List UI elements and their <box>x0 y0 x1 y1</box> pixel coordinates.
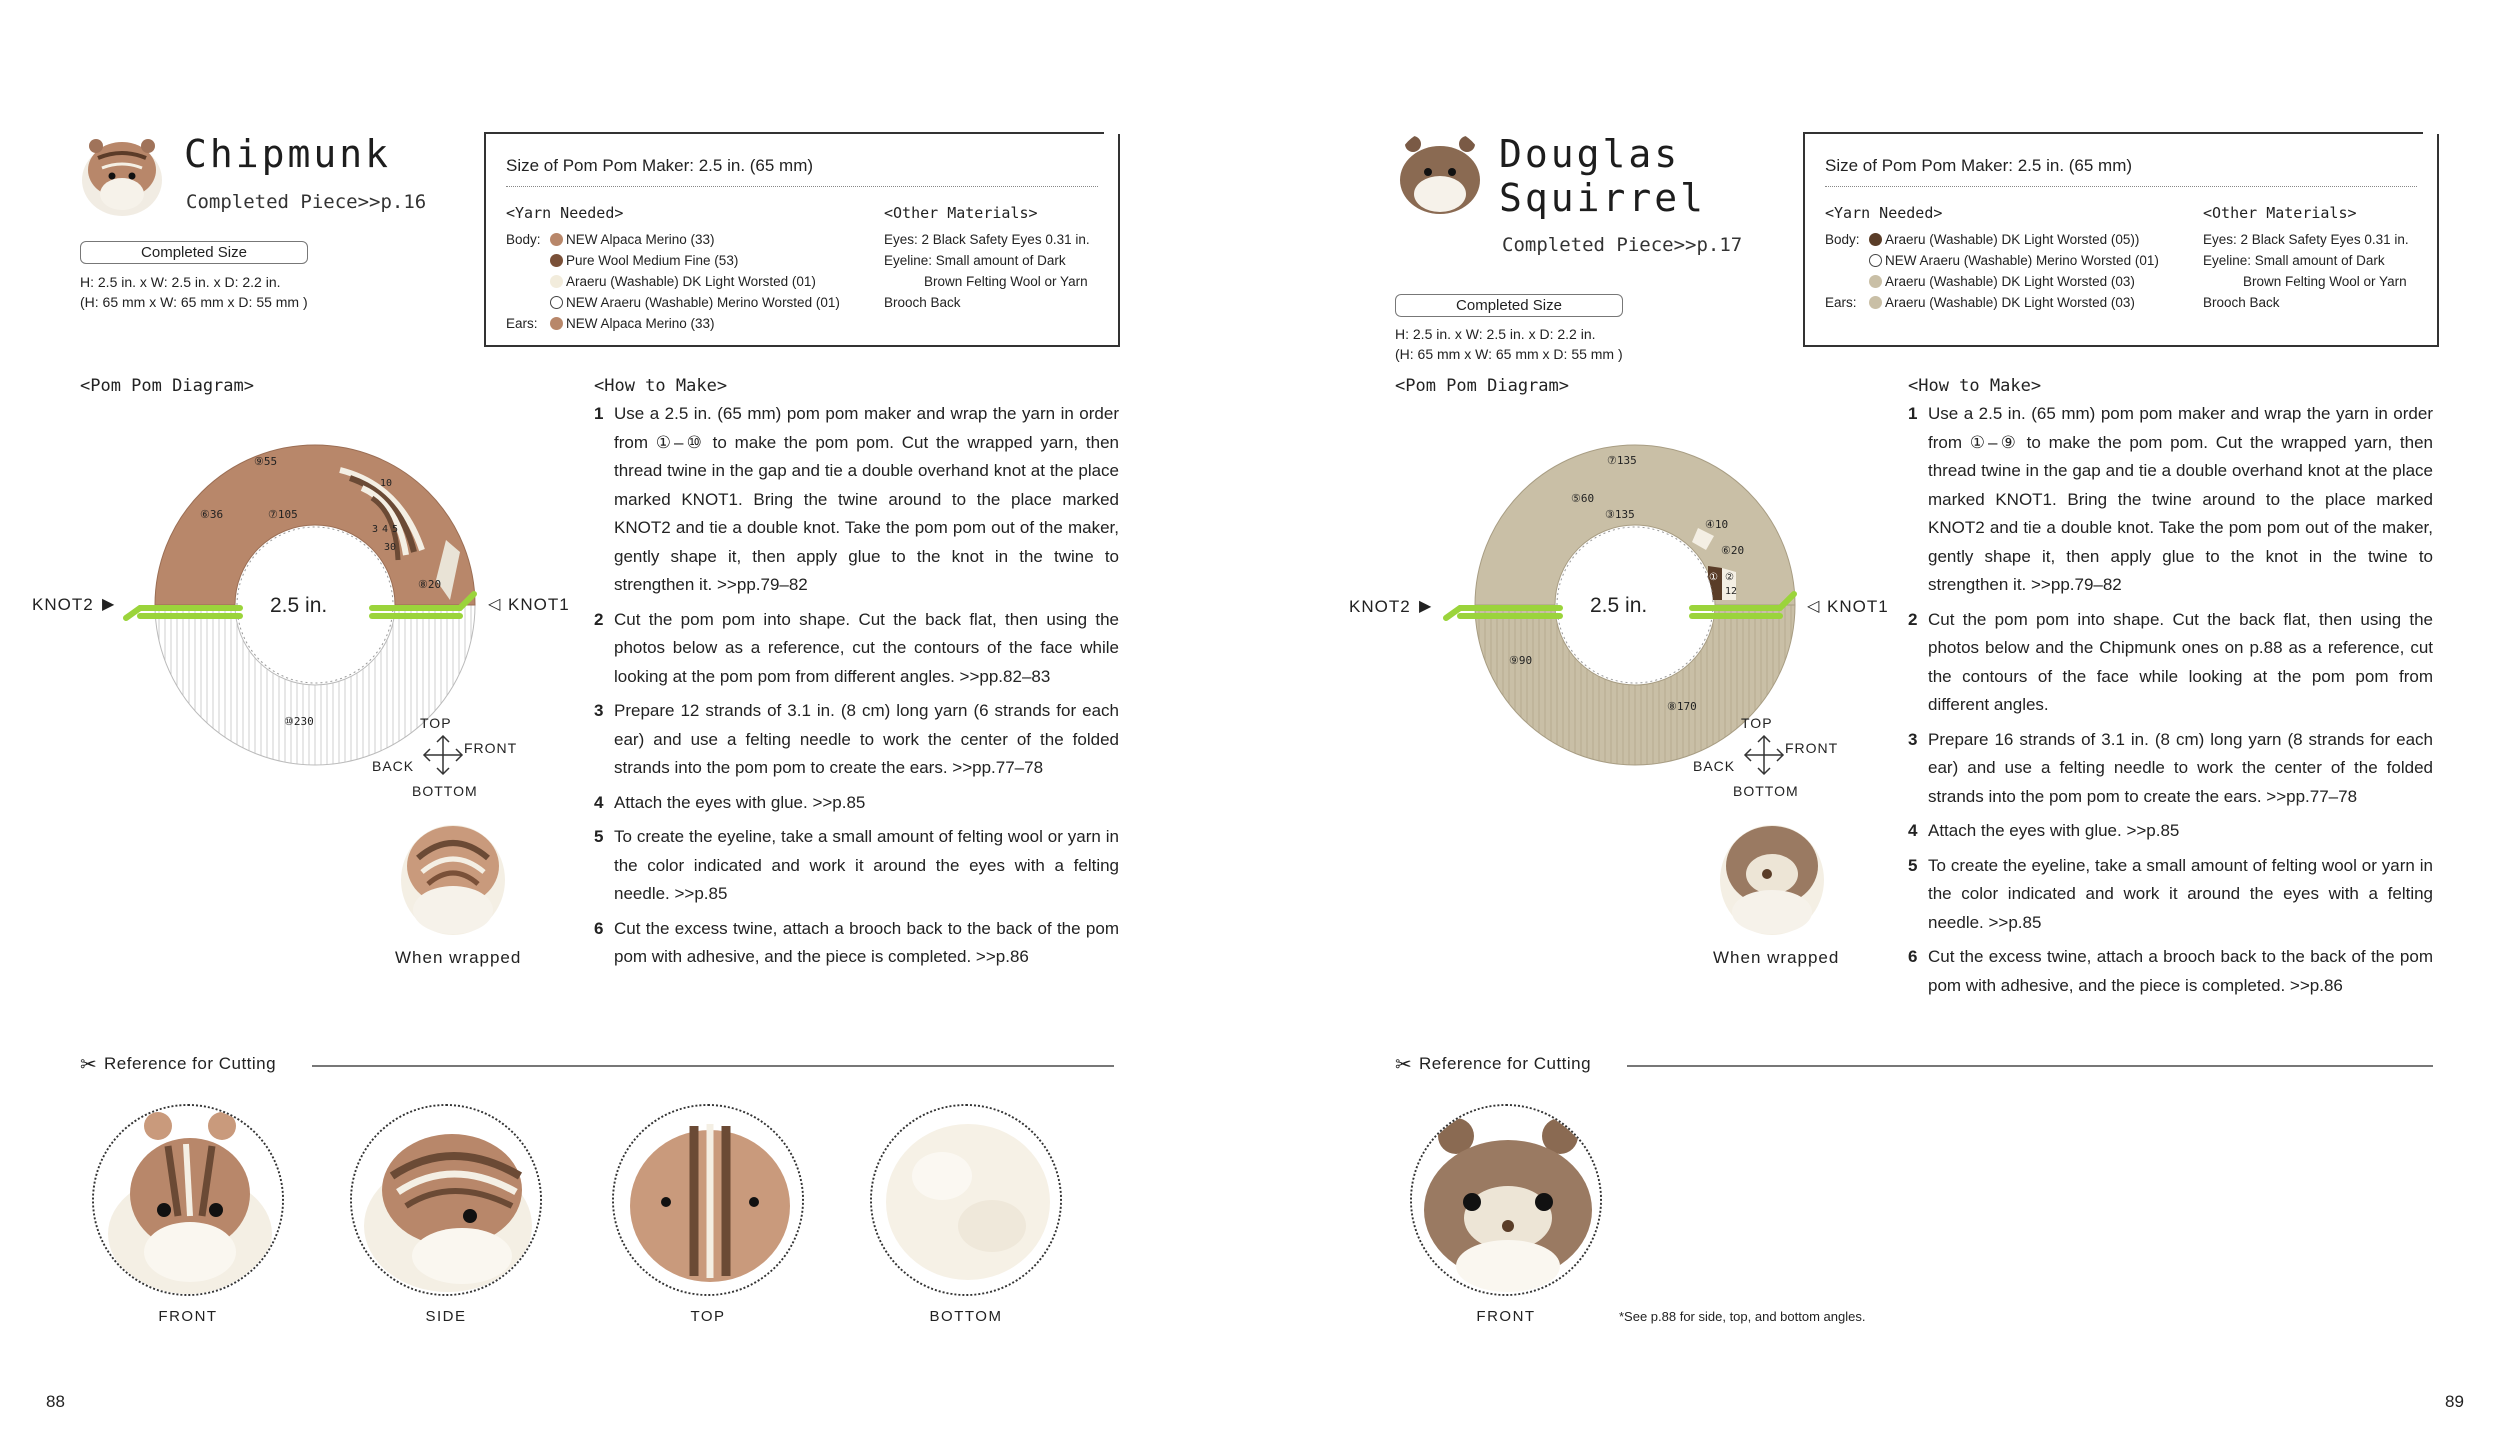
step-item: 1 Use a 2.5 in. (65 mm) pom pom maker and wrap the yarn in order from ①–⑨ to make the pom pom. Cut the wrapped yarn, then thread twine in the gap and tie a double overhand knot at the place marked KNOT1. Bring the twine around to the place marked KNOT2 and tie a double knot. Take the pom pom out of the maker, gently shape it, then apply glue to the knot in the twine to strengthen it. >>pp.79–82 <box>1908 404 2433 594</box>
divider <box>506 186 1098 187</box>
step-item: 6 Cut the excess twine, attach a brooch back to the back of the pom pom with adhesive, and the piece is completed. >>p.86 <box>594 918 1119 966</box>
squirrel-thumbnail-icon <box>1395 128 1485 218</box>
yarn-item: Ears: NEW Alpaca Merino (33) <box>506 316 715 331</box>
page-number: 89 <box>2445 1392 2464 1411</box>
segment-label: ⑩230 <box>284 715 314 728</box>
yarn-color-swatch <box>550 254 563 267</box>
other-material: Brown Felting Wool or Yarn <box>2243 274 2407 289</box>
segment-label: ⑤60 <box>1571 492 1595 505</box>
direction-compass-icon <box>1739 730 1789 780</box>
photo-front <box>92 1104 284 1296</box>
segment-label: ⑥36 <box>200 508 224 521</box>
scissors-icon: ✂ <box>1395 1054 1412 1076</box>
segment-label: ⑨90 <box>1509 654 1533 667</box>
chipmunk-thumbnail-icon <box>76 128 168 220</box>
other-material: Eyes: 2 Black Safety Eyes 0.31 in. <box>884 232 1090 247</box>
yarn-needed-heading: <Yarn Needed> <box>1825 204 1943 222</box>
segment-label: ④10 <box>1705 518 1729 531</box>
yarn-color-swatch <box>1869 275 1882 288</box>
direction-bottom: BOTTOM <box>412 783 478 799</box>
segment-label: 10 <box>380 478 393 489</box>
center-size-label: 2.5 in. <box>1590 594 1648 617</box>
step-item: 5 To create the eyeline, take a small amount of felting wool or yarn in the color indicated and work it around the eyes with a felting needle. >>p.85 <box>1908 855 2433 932</box>
step-item: 4 Attach the eyes with glue. >>p.85 <box>594 792 866 812</box>
photo-label: BOTTOM <box>929 1308 1003 1325</box>
other-material: Brooch Back <box>2203 295 2280 310</box>
how-to-make-heading: <How to Make> <box>1908 376 2042 396</box>
page-title: Chipmunk <box>184 132 392 176</box>
yarn-color-swatch <box>550 317 563 330</box>
step-item: 4 Attach the eyes with glue. >>p.85 <box>1908 821 2180 840</box>
page-89 <box>1255 0 2510 1449</box>
direction-top: TOP <box>420 715 452 731</box>
other-material: Brown Felting Wool or Yarn <box>924 274 1088 289</box>
page-number: 88 <box>46 1392 65 1411</box>
center-size-label: 2.5 in. <box>270 594 328 617</box>
when-wrapped-label: When wrapped <box>1713 948 1840 967</box>
page-title-line-1: Douglas <box>1499 132 1681 176</box>
completed-size-badge: Completed Size <box>1395 294 1623 317</box>
segment-label: 12 <box>1725 586 1738 597</box>
how-to-make-heading: <How to Make> <box>594 376 728 396</box>
segment-label: ② <box>1725 572 1734 583</box>
yarn-color-swatch <box>550 296 563 309</box>
completed-piece-ref: Completed Piece>>p.16 <box>186 191 427 213</box>
materials-box <box>484 134 1120 347</box>
segment-label: ⑧170 <box>1667 700 1697 713</box>
knot2-arrow-icon: ▶ <box>1419 598 1432 615</box>
when-wrapped-photo <box>398 818 508 938</box>
when-wrapped-photo <box>1717 818 1827 938</box>
when-wrapped-label: When wrapped <box>395 948 522 967</box>
photo-label: TOP <box>690 1308 726 1325</box>
photo-label: SIDE <box>425 1308 467 1325</box>
segment-label: 3 <box>372 524 379 535</box>
segment-label: ⑥20 <box>1721 544 1745 557</box>
knot1-label: KNOT1 <box>1827 597 1889 616</box>
yarn-color-swatch <box>550 233 563 246</box>
photo-label: FRONT <box>158 1308 218 1325</box>
completed-size-badge: Completed Size <box>80 241 308 264</box>
scissors-icon: ✂ <box>80 1054 97 1076</box>
how-to-make-steps <box>1908 400 2433 1006</box>
step-item: 5 To create the eyeline, take a small amount of felting wool or yarn in the color indicated and work it around the eyes with a felting needle. >>p.85 <box>594 827 1119 903</box>
yarn-item: Body: NEW Alpaca Merino (33) <box>506 232 715 247</box>
segment-label: ① <box>1709 572 1718 583</box>
knot2-label: KNOT2 <box>32 595 94 614</box>
direction-front: FRONT <box>1785 740 1839 756</box>
yarn-item: Araeru (Washable) DK Light Worsted (01) <box>506 274 816 289</box>
completed-piece-ref: Completed Piece>>p.17 <box>1502 234 1743 256</box>
dimensions-metric: (H: 65 mm x W: 65 mm x D: 55 mm ) <box>1395 346 1623 362</box>
knot2-arrow-icon: ▶ <box>102 596 115 613</box>
how-to-make-steps <box>594 400 1119 978</box>
yarn-item: Araeru (Washable) DK Light Worsted (03) <box>1825 274 2135 289</box>
yarn-color-swatch <box>1869 233 1882 246</box>
pom-pom-diagram-heading: <Pom Pom Diagram> <box>80 376 254 396</box>
step-item: 3 Prepare 12 strands of 3.1 in. (8 cm) long yarn (6 strands for each ear) and use a felting needle to work the center of the folded strands into the pom pom to create the ears. >>pp.77–78 <box>594 701 1119 777</box>
page-title-line-2: Squirrel <box>1499 176 1707 220</box>
dimensions-imperial: H: 2.5 in. x W: 2.5 in. x D: 2.2 in. <box>80 274 281 290</box>
divider <box>312 1065 1114 1067</box>
step-item: 6 Cut the excess twine, attach a brooch back to the back of the pom pom with adhesive, and the piece is completed. >>p.86 <box>1908 947 2433 995</box>
other-material: Eyeline: Small amount of Dark <box>2203 253 2385 268</box>
dimensions-imperial: H: 2.5 in. x W: 2.5 in. x D: 2.2 in. <box>1395 326 1596 342</box>
photo-front <box>1410 1104 1602 1296</box>
dimensions-metric: (H: 65 mm x W: 65 mm x D: 55 mm ) <box>80 294 308 310</box>
knot2-label: KNOT2 <box>1349 597 1411 616</box>
materials-box <box>1803 134 2439 347</box>
segment-label: ⑨55 <box>254 455 278 468</box>
segment-label: 30 <box>384 542 397 553</box>
step-item: 2 Cut the pom pom into shape. Cut the back flat, then using the photos below and the Chipmunk ones on p.88 as a reference, cut the contours of the face while looking at the pom pom from different angles. <box>1908 609 2433 714</box>
knot1-arrow-icon: ◁ <box>1807 598 1820 615</box>
angles-note: *See p.88 for side, top, and bottom angles. <box>1619 1309 1866 1324</box>
segment-label: ⑦105 <box>268 508 298 521</box>
segment-label: ⑦135 <box>1607 454 1637 467</box>
segment-label: 4 <box>382 524 389 535</box>
yarn-needed-heading: <Yarn Needed> <box>506 204 624 222</box>
direction-front: FRONT <box>464 740 518 756</box>
reference-for-cutting-heading: Reference for Cutting <box>1419 1054 1592 1073</box>
step-item: 3 Prepare 16 strands of 3.1 in. (8 cm) long yarn (8 strands for each ear) and use a felting needle to work the center of the folded strands into the pom pom to create the ears. >>pp.77–78 <box>1908 729 2433 806</box>
divider <box>1825 186 2417 187</box>
direction-bottom: BOTTOM <box>1733 783 1799 799</box>
other-material: Brooch Back <box>884 295 961 310</box>
divider <box>1627 1065 2433 1067</box>
knot1-label: KNOT1 <box>508 595 570 614</box>
yarn-item: Pure Wool Medium Fine (53) <box>506 253 738 268</box>
yarn-item: NEW Araeru (Washable) Merino Worsted (01) <box>506 295 840 310</box>
yarn-color-swatch <box>1869 254 1882 267</box>
step-item: 2 Cut the pom pom into shape. Cut the back flat, then using the photos below as a reference, cut the contours of the face while looking at the pom pom from different angles. >>pp.82–83 <box>594 609 1119 686</box>
segment-label: 5 <box>392 524 399 535</box>
photo-bottom <box>870 1104 1062 1296</box>
yarn-item: Ears: Araeru (Washable) DK Light Worsted (03) <box>1825 295 2135 310</box>
other-materials-heading: <Other Materials> <box>884 204 1038 222</box>
other-material: Eyeline: Small amount of Dark <box>884 253 1066 268</box>
knot1-arrow-icon: ◁ <box>488 596 501 613</box>
other-materials-heading: <Other Materials> <box>2203 204 2357 222</box>
maker-size: Size of Pom Pom Maker: 2.5 in. (65 mm) <box>1825 156 2133 175</box>
direction-back: BACK <box>1693 758 1736 774</box>
step-item: 1 Use a 2.5 in. (65 mm) pom pom maker and wrap the yarn in order from ①–⑩ to make the pom pom. Cut the wrapped yarn, then thread twine in the gap and tie a double overhand knot at the place marked KNOT1. Bring the twine around to the place marked KNOT2 and tie a double knot. Take the pom pom out of the maker, gently shape it, then apply glue to the knot in the twine to strengthen it. >>pp.79–82 <box>594 404 1119 594</box>
direction-compass-icon <box>418 730 468 780</box>
segment-label: ⑧20 <box>418 578 442 591</box>
direction-top: TOP <box>1741 715 1773 731</box>
segment-label: ③135 <box>1605 508 1635 521</box>
direction-back: BACK <box>372 758 415 774</box>
photo-top <box>612 1104 804 1296</box>
yarn-color-swatch <box>1869 296 1882 309</box>
other-material: Eyes: 2 Black Safety Eyes 0.31 in. <box>2203 232 2409 247</box>
reference-for-cutting-heading: Reference for Cutting <box>104 1054 277 1073</box>
pom-pom-diagram-heading: <Pom Pom Diagram> <box>1395 376 1569 396</box>
maker-size: Size of Pom Pom Maker: 2.5 in. (65 mm) <box>506 156 814 175</box>
yarn-item: Body: Araeru (Washable) DK Light Worsted (05)) <box>1825 232 2140 247</box>
photo-label: FRONT <box>1476 1308 1536 1325</box>
yarn-color-swatch <box>550 275 563 288</box>
yarn-item: NEW Araeru (Washable) Merino Worsted (01) <box>1825 253 2159 268</box>
photo-side <box>350 1104 542 1296</box>
